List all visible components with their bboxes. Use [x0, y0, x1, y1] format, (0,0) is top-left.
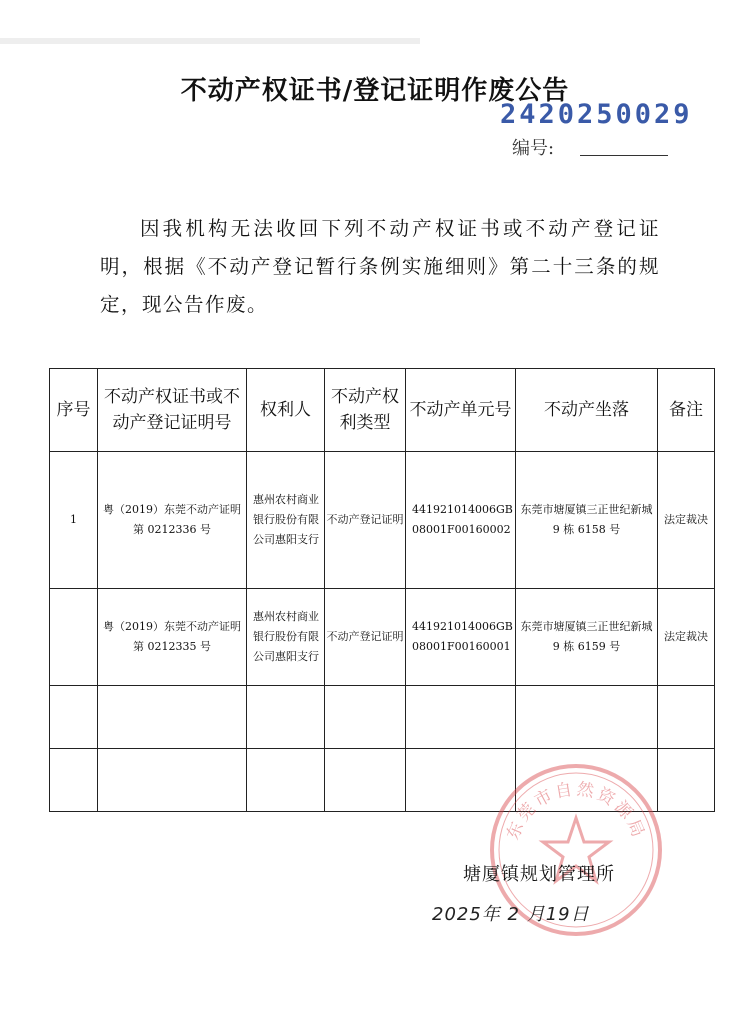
- cell-right-type: 不动产登记证明: [325, 589, 406, 686]
- cell-unit-no: [406, 686, 516, 749]
- cell-index: [50, 686, 98, 749]
- cell-unit-no: 441921014006GB08001F00160001: [406, 589, 516, 686]
- cell-cert-no: 粤（2019）东莞不动产证明第 0212336 号: [98, 452, 247, 589]
- table-row: [50, 686, 715, 749]
- cell-holder: 惠州农村商业银行股份有限公司惠阳支行: [247, 589, 325, 686]
- cell-remark: 法定裁决: [658, 589, 715, 686]
- cell-index: 1: [50, 452, 98, 589]
- cell-remark: [658, 686, 715, 749]
- stamped-number: 2420250029: [500, 99, 693, 130]
- registration-table: [49, 368, 715, 812]
- cell-holder: 惠州农村商业银行股份有限公司惠阳支行: [247, 452, 325, 589]
- cell-right-type: [325, 749, 406, 812]
- handwritten-date: 2025年 2 月19日: [432, 904, 590, 925]
- cell-unit-no: [406, 749, 516, 812]
- table-row: [50, 749, 715, 812]
- header-index: 序号: [50, 369, 98, 452]
- cell-holder: [247, 749, 325, 812]
- header-location: 不动产坐落: [516, 369, 658, 452]
- cell-unit-no: 441921014006GB08001F00160002: [406, 452, 516, 589]
- table-header-row: [50, 369, 715, 452]
- cell-right-type: 不动产登记证明: [325, 452, 406, 589]
- seal-text: 东莞市自然资源局: [503, 779, 649, 843]
- issuer-name: 塘厦镇规划管理所: [463, 864, 615, 885]
- header-remark: 备注: [658, 369, 715, 452]
- cell-remark: 法定裁决: [658, 452, 715, 589]
- cell-remark: [658, 749, 715, 812]
- cell-index: [50, 749, 98, 812]
- cell-location: [516, 686, 658, 749]
- cell-cert-no: 粤（2019）东莞不动产证明第 0212335 号: [98, 589, 247, 686]
- cell-right-type: [325, 686, 406, 749]
- header-right-type: 不动产权利类型: [325, 369, 406, 452]
- header-unit-no: 不动产单元号: [406, 369, 516, 452]
- table-row: [50, 589, 715, 686]
- cell-index: [50, 589, 98, 686]
- page-title: 不动产权证书/登记证明作废公告: [180, 76, 570, 106]
- cell-holder: [247, 686, 325, 749]
- header-cert-no: 不动产权证书或不动产登记证明号: [98, 369, 247, 452]
- cell-location: 东莞市塘厦镇三正世纪新城 9 栋 6158 号: [516, 452, 658, 589]
- cell-location: 东莞市塘厦镇三正世纪新城 9 栋 6159 号: [516, 589, 658, 686]
- serial-blank-line: [580, 155, 668, 156]
- announcement-paragraph: 因我机构无法收回下列不动产权证书或不动产登记证明，根据《不动产登记暂行条例实施细则》第二十三条的规定，现公告作废。: [100, 217, 660, 316]
- cell-cert-no: [98, 686, 247, 749]
- cell-cert-no: [98, 749, 247, 812]
- cell-location: [516, 749, 658, 812]
- table-row: [50, 452, 715, 589]
- scan-noise: [0, 30, 420, 52]
- serial-label: 编号:: [512, 138, 555, 159]
- header-holder: 权利人: [247, 369, 325, 452]
